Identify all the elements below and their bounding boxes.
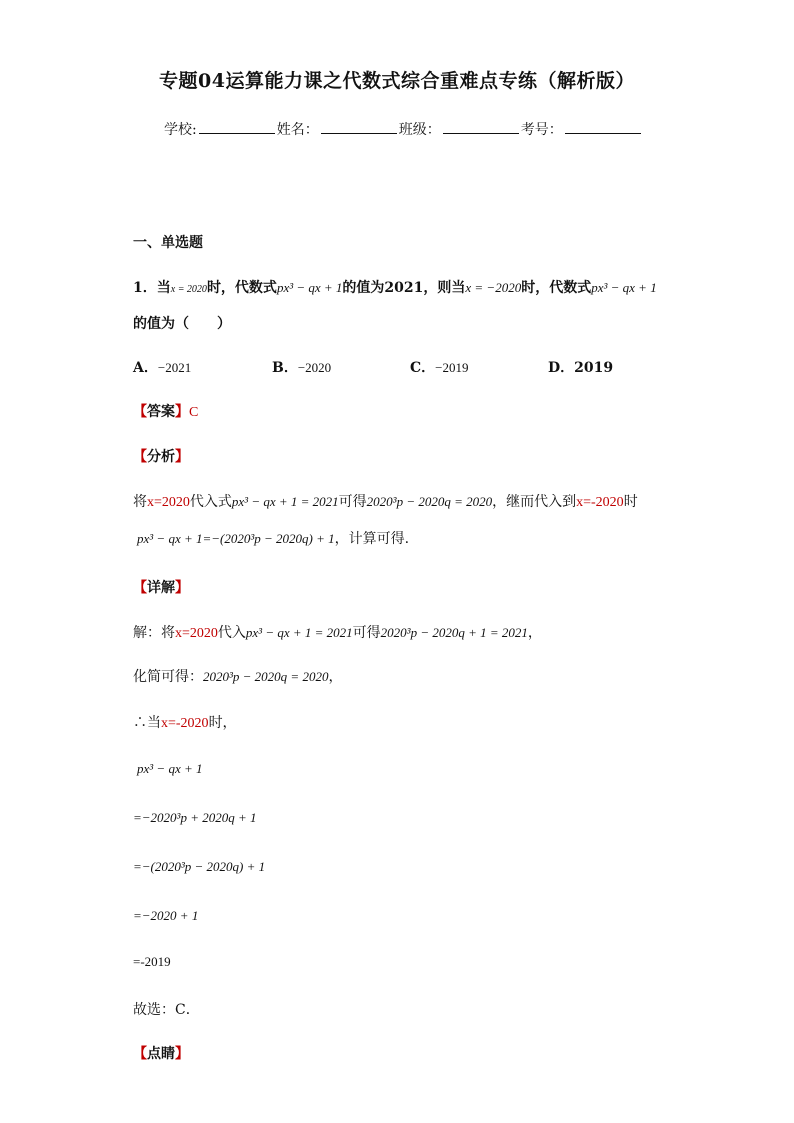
analysis-line-1: 将x=2020代入式px³ − qx + 1 = 2021可得2020³p − 2020q = 2020，继而代入到x=-2020时 bbox=[133, 494, 638, 510]
page-title: 专题04运算能力课之代数式综合重难点专练（解析版） bbox=[159, 70, 635, 92]
class-blank bbox=[443, 119, 519, 134]
question-expression-2: px³ − qx + 1 bbox=[591, 280, 657, 295]
answer-line: 【答案】C bbox=[133, 404, 199, 420]
question-text-3: 时，代数式 bbox=[521, 280, 592, 296]
detail-line-1: 解：将x=2020代入px³ − qx + 1 = 2021可得2020³p − 2020q + 1 = 2021， bbox=[133, 625, 542, 641]
detail-line-2: 化简可得：2020³p − 2020q = 2020， bbox=[133, 669, 343, 685]
answer-label: 答案 bbox=[147, 404, 175, 420]
step-1: px³ − qx + 1 bbox=[137, 761, 203, 776]
analysis-label: 【分析】 bbox=[133, 449, 189, 465]
question-line-2: 的值为（ ） bbox=[133, 316, 231, 332]
analysis-line-2: px³ − qx + 1=−(2020³p − 2020q) + 1，计算可得. bbox=[137, 531, 410, 547]
number-label: 考号： bbox=[520, 122, 563, 138]
step-2: =−2020³p + 2020q + 1 bbox=[133, 810, 257, 825]
option-c[interactable]: C．−2019 bbox=[410, 360, 469, 376]
detail-label: 【详解】 bbox=[133, 580, 189, 596]
detail-line-3: ∴当x=-2020时， bbox=[133, 715, 237, 731]
section-heading: 一、单选题 bbox=[133, 235, 203, 251]
question-expression-1: px³ − qx + 1 bbox=[276, 280, 343, 295]
student-info bbox=[164, 119, 643, 139]
answer-value: C bbox=[189, 405, 199, 420]
class-label: 班级： bbox=[398, 122, 441, 138]
question-condition-1: x = 2020 bbox=[170, 284, 207, 295]
step-3: =−(2020³p − 2020q) + 1 bbox=[133, 859, 266, 874]
school-label: 学校: bbox=[164, 122, 197, 138]
question-line-1 bbox=[133, 277, 657, 297]
option-a[interactable]: A．−2021 bbox=[133, 360, 192, 376]
step-4: =−2020 + 1 bbox=[133, 908, 199, 923]
question-condition-2: x = −2020 bbox=[465, 280, 522, 295]
choose-line: 故选：C． bbox=[133, 1002, 200, 1018]
question-text-2: 的值为2021，则当 bbox=[342, 280, 466, 296]
school-blank bbox=[199, 119, 275, 134]
number-blank bbox=[565, 119, 641, 134]
option-d[interactable]: D．2019 bbox=[548, 360, 614, 376]
question-text-1: 时，代数式 bbox=[206, 280, 277, 296]
question-number: 1．当 bbox=[133, 280, 171, 296]
name-blank bbox=[321, 119, 397, 134]
name-label: 姓名： bbox=[276, 122, 319, 138]
comment-label: 【点睛】 bbox=[133, 1046, 189, 1062]
step-5: =-2019 bbox=[133, 954, 171, 969]
option-b[interactable]: B．−2020 bbox=[272, 360, 332, 376]
